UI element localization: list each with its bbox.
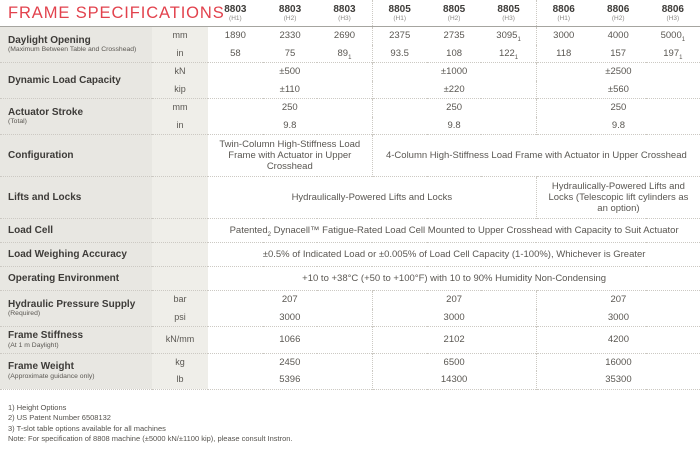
unit-label: kip xyxy=(152,81,208,99)
spec-value: 3000 xyxy=(279,311,301,323)
spec-value: 9.8 xyxy=(536,117,700,135)
model-header-8805-h2: 8805 (H2) xyxy=(427,0,482,27)
spec-value: ±220 xyxy=(372,81,536,99)
spec-value: 1890 xyxy=(224,30,246,42)
spec-value: 4-Column High-Stiffness Load Frame with Actuator in Upper Crosshead xyxy=(372,135,700,177)
spec-value: 250 xyxy=(372,99,536,117)
spec-value: 75 xyxy=(284,47,296,59)
footnote-3: 3) T-slot table options available for all machines xyxy=(8,423,166,433)
spec-value: Patented$_2$ Dynacell™ Fatigue-Rated Load Cell Mounted to Upper Crosshead with Capacity to Suit Actuator xyxy=(208,219,700,243)
spec-value: ±2500 xyxy=(536,63,700,81)
unit-cell-empty xyxy=(152,243,208,267)
row-dynamic-load-capacity xyxy=(0,63,700,99)
row-configuration xyxy=(0,135,700,177)
spec-value: 93.5 xyxy=(372,45,427,63)
row-load-cell xyxy=(0,219,700,243)
spec-value: 207 xyxy=(208,291,372,309)
spec-value: 9.8 xyxy=(372,117,536,135)
model-header-8805-h1: 8805 (H1) xyxy=(372,0,427,27)
unit-cell-empty xyxy=(152,219,208,243)
unit-label: psi xyxy=(152,309,208,327)
spec-label: Dynamic Load Capacity xyxy=(0,63,152,99)
spec-label: Actuator Stroke (Total) xyxy=(0,99,152,135)
spec-value: 250 xyxy=(208,99,372,117)
spec-value: Hydraulically-Powered Lifts and Locks (Telescopic lift cylinders as an option) xyxy=(536,177,700,219)
spec-value: ±1000 xyxy=(372,63,536,81)
spec-value: 157 xyxy=(610,47,627,59)
row-lifts-and-locks xyxy=(0,177,700,219)
spec-value: 9.8 xyxy=(283,119,297,131)
spec-value: 207 xyxy=(536,291,700,309)
spec-value: 6500 xyxy=(372,353,536,371)
unit-cell-empty xyxy=(152,135,208,177)
spec-value: $122_1$ xyxy=(498,47,519,61)
row-load-weighing-accuracy xyxy=(0,243,700,267)
spec-value: 2102 xyxy=(372,327,536,354)
unit-label: in xyxy=(152,45,208,63)
page-title: FRAME SPECIFICATIONS xyxy=(8,4,225,22)
spec-value: 5396 xyxy=(279,374,301,386)
spec-label: Daylight Opening (Maximum Between Table and Crosshead) xyxy=(0,27,152,63)
spec-value: 2450 xyxy=(208,353,372,371)
spec-value: 1066 xyxy=(208,327,372,354)
row-operating-environment xyxy=(0,267,700,291)
unit-label: kN/mm xyxy=(152,327,208,354)
row-frame-stiffness xyxy=(0,327,700,354)
page-title-cell xyxy=(0,0,225,27)
spec-value: 14300 xyxy=(372,371,536,389)
spec-value: 4200 xyxy=(536,327,700,354)
spec-value: $197_1$ xyxy=(663,47,683,61)
row-frame-weight xyxy=(0,353,700,389)
spec-label: Operating Environment xyxy=(0,267,152,291)
spec-value: +10 to +38°C (+50 to +100°F) with 10 to 90% Humidity Non-Condensing xyxy=(208,267,700,291)
spec-value: 2375 xyxy=(372,27,427,45)
spec-value: $5000_1$ xyxy=(660,30,686,44)
spec-label: Load Weighing Accuracy xyxy=(0,243,152,267)
unit-label: mm xyxy=(152,99,208,117)
spec-value: ±110 xyxy=(279,83,300,95)
model-header-8806-h1: 8806 (H1) xyxy=(536,0,591,27)
table-header xyxy=(0,0,700,27)
spec-value: 35300 xyxy=(536,371,700,389)
unit-cell-empty xyxy=(152,267,208,291)
spec-value: $89_1$ xyxy=(337,47,352,61)
spec-label: Load Cell xyxy=(0,219,152,243)
unit-label: in xyxy=(152,117,208,135)
model-header-8806-h3: 8806 (H3) xyxy=(646,0,700,27)
unit-label: lb xyxy=(152,371,208,389)
spec-value: 2735 xyxy=(443,30,465,42)
spec-value: 250 xyxy=(536,99,700,117)
spec-label: Frame Weight (Approximate guidance only) xyxy=(0,353,152,389)
spec-value: 16000 xyxy=(536,353,700,371)
row-actuator-stroke xyxy=(0,99,700,135)
row-hydraulic-pressure-supply xyxy=(0,291,700,327)
spec-value: ±500 xyxy=(208,63,372,81)
spec-value: 108 xyxy=(446,47,463,59)
model-header-8803-h3: 8803 (H3) xyxy=(317,0,372,27)
footnote-note: Note: For specification of 8808 machine (±5000 kN/±1100 kip), please consult Instron. xyxy=(8,434,293,443)
model-header-8803-h2: 8803 (H2) xyxy=(263,0,318,27)
spec-label: Configuration xyxy=(0,135,152,177)
unit-label: mm xyxy=(152,27,208,45)
spec-value: 3000 xyxy=(372,309,536,327)
spec-value: 3000 xyxy=(536,309,700,327)
spec-value: ±0.5% of Indicated Load or ±0.005% of Load Cell Capacity (1-100%), Whichever is Greater xyxy=(208,243,700,267)
spec-label: Hydraulic Pressure Supply (Required) xyxy=(0,291,152,327)
spec-value: 207 xyxy=(372,291,536,309)
spec-value: Hydraulically-Powered Lifts and Locks xyxy=(208,177,536,219)
model-header-8803-h1: 8803 (H1) xyxy=(208,0,263,27)
footnote-1: 1) Height Options xyxy=(8,402,67,412)
spec-label: Frame Stiffness (At 1 m Daylight) xyxy=(0,327,152,354)
unit-label: kN xyxy=(152,63,208,81)
spec-label: Lifts and Locks xyxy=(0,177,152,219)
footnote-2: 2) US Patent Number 6508132 xyxy=(8,413,111,422)
spec-value: 2690 xyxy=(333,30,356,42)
spec-value: $3095_1$ xyxy=(496,30,521,44)
row-daylight-opening xyxy=(0,27,700,63)
spec-value: ±560 xyxy=(536,81,700,99)
unit-cell-empty xyxy=(152,177,208,219)
unit-label: kg xyxy=(152,353,208,371)
spec-value: 58 xyxy=(230,47,241,59)
model-header-8805-h3: 8805 (H3) xyxy=(481,0,536,27)
spec-value: 4000 xyxy=(607,30,629,42)
unit-label: bar xyxy=(152,291,208,309)
spec-value: 3000 xyxy=(536,27,591,45)
footnotes xyxy=(8,403,700,445)
spec-value: 2330 xyxy=(279,30,301,42)
spec-value: Twin-Column High-Stiffness Load Frame with Actuator in Upper Crosshead xyxy=(208,135,372,177)
model-header-8806-h2: 8806 (H2) xyxy=(591,0,646,27)
spec-value: 118 xyxy=(536,45,591,63)
